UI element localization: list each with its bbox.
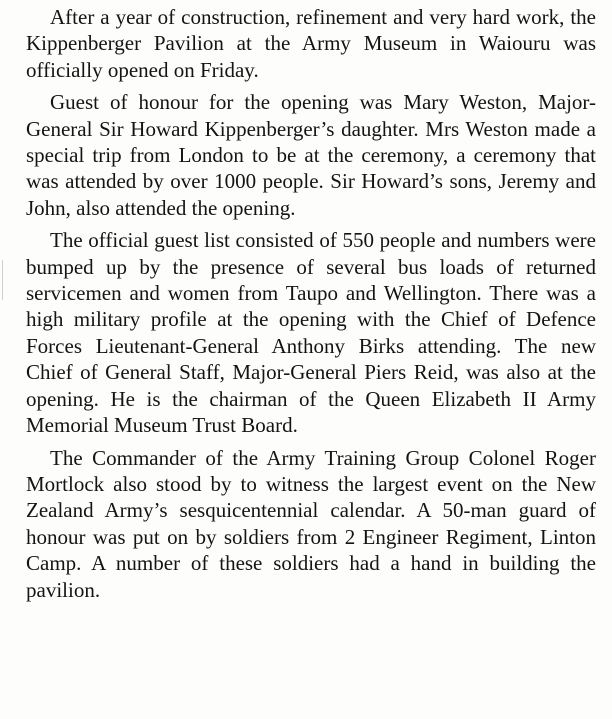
paragraph-guest-of-honour: Guest of honour for the opening was Mary Weston, Major-General Sir Howard Kippenberger’s daughter. Mrs Weston made a special trip from London to be at the ceremony, a ceremony that was attended by over 1000 people. Sir Howard’s sons, Jeremy and John, also attended the opening. [26, 90, 596, 220]
paragraph-guest-list: The official guest list consisted of 550 people and numbers were bumped up by the presence of several bus loads of returned servicemen and women from Taupo and Wellington. There was a high military profile at the opening with the Chief of Defence Forces Lieutenant-General Anthony Birks attending. The new Chief of General Staff, Major-General Piers Reid, was also at the opening. He is the chairman of the Queen Elizabeth II Army Memorial Museum Trust Board. [26, 228, 596, 438]
paragraph-opening: After a year of construction, refinement and very hard work, the Kippenberger Pavilion at the Army Museum in Waiouru was officially opened on Friday. [26, 5, 596, 82]
paragraph-guard-of-honour: The Commander of the Army Training Group Colonel Roger Mortlock also stood by to witness the largest event on the New Zealand Army’s sesquicentennial calendar. A 50-man guard of honour was put on by soldiers from 2 Engineer Regiment, Linton Camp. A number of these soldiers had a hand in building the pavilion. [26, 445, 596, 602]
article-column [26, 4, 596, 609]
scan-edge-mark [2, 260, 3, 300]
